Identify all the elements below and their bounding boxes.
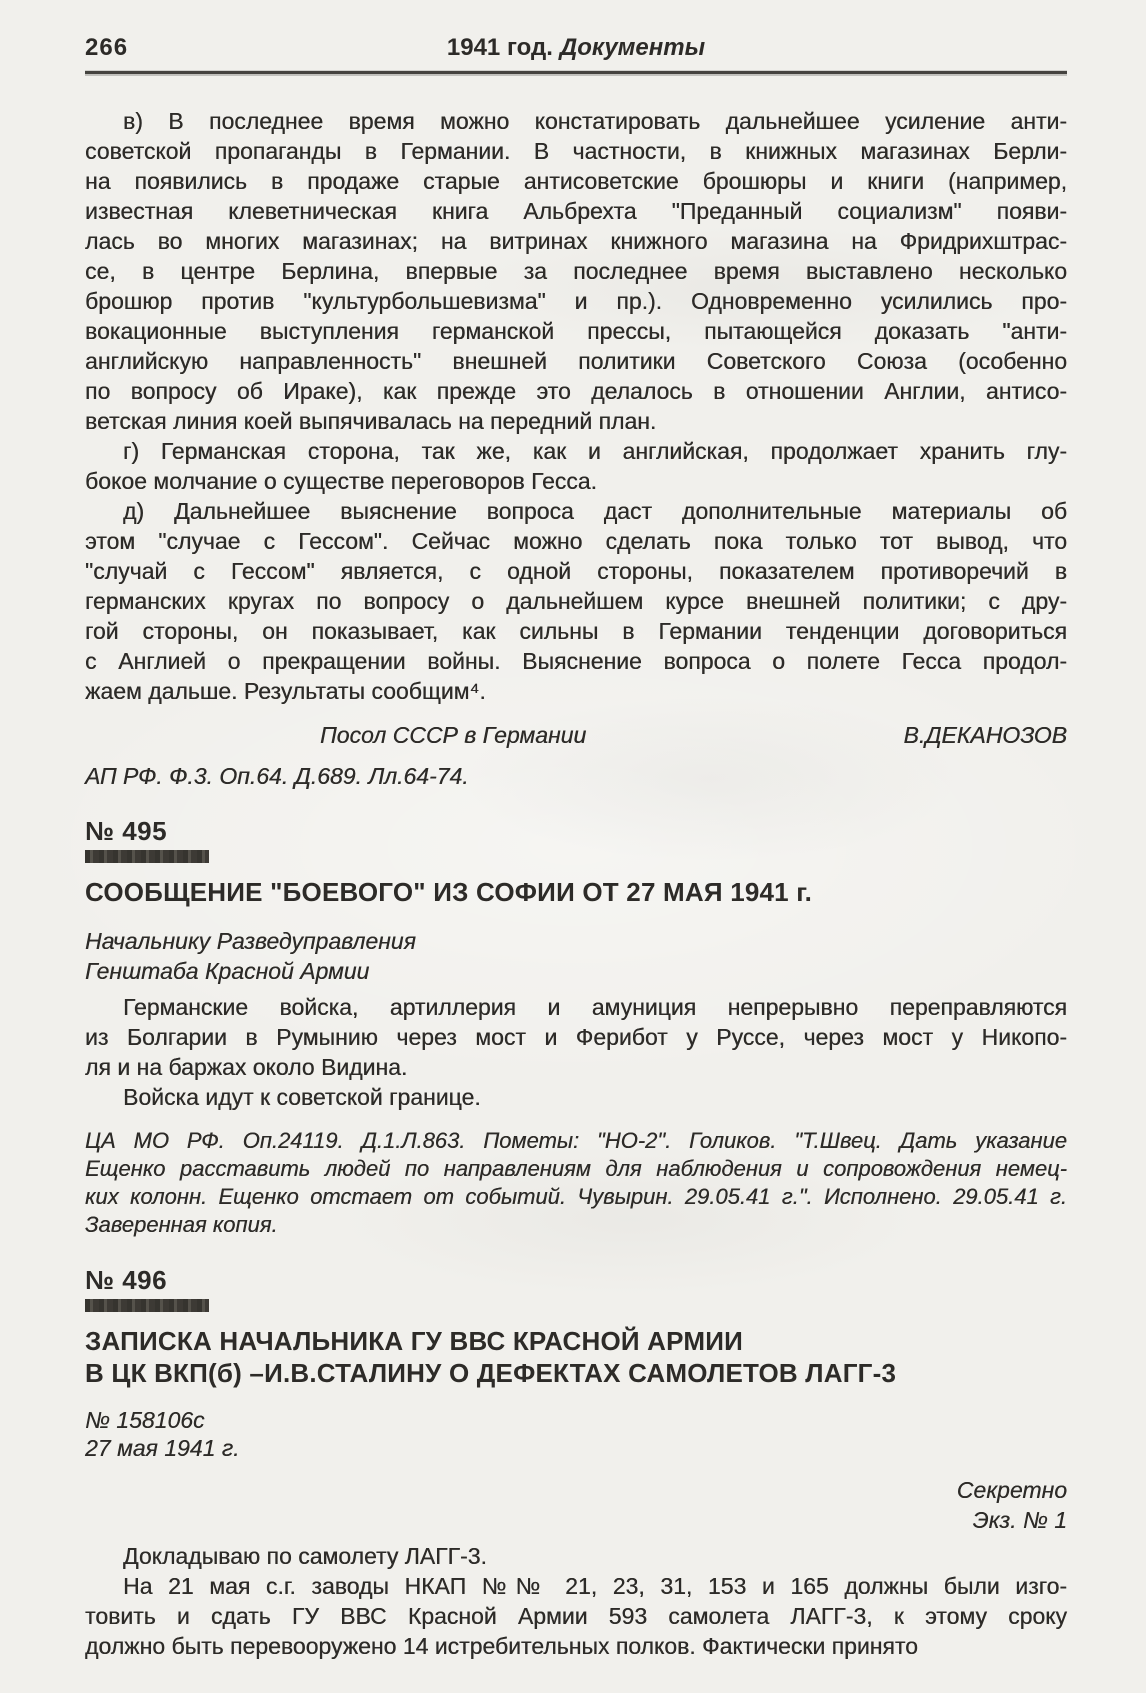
running-title-year: 1941 год.	[446, 34, 553, 61]
text-line: Ещенко расставить людей по направлениям для наблюдения и сопровождения немец-	[85, 1156, 1067, 1181]
document-494-continuation	[85, 106, 1067, 790]
text-line: Германские войска, артиллерия и амуниция непрерывно переправляются	[123, 994, 1067, 1020]
text-line: гой стороны, он показывает, как сильны в Германии тенденции договориться	[85, 618, 1067, 644]
header-rule	[85, 71, 1067, 74]
document-496	[85, 1265, 1067, 1661]
page-header	[85, 34, 1067, 64]
text-line: ЗАПИСКА НАЧАЛЬНИКА ГУ ВВС КРАСНОЙ АРМИИ	[85, 1326, 743, 1356]
text-line: брошюр против "культурбольшевизма" и пр.). Одновременно усилились про-	[85, 288, 1067, 314]
paragraph	[85, 1571, 1067, 1661]
text-line: советской пропаганды в Германии. В частности, в книжных магазинах Берли-	[85, 138, 1067, 164]
paragraph	[85, 106, 1067, 436]
document-number-bar	[85, 1299, 209, 1312]
paragraph	[85, 436, 1067, 496]
text-line: лась во многих магазинах; на витринах книжного магазина на Фридрихштрас-	[85, 228, 1067, 254]
paragraph	[85, 1082, 1067, 1112]
text-line: В ЦК ВКП(б) –И.В.СТАЛИНУ О ДЕФЕКТАХ САМОЛЕТОВ ЛАГГ-3	[85, 1358, 897, 1388]
text-line: по вопросу об Ираке), как прежде это делалось в отношении Англии, антисо-	[85, 378, 1067, 404]
classification-block	[85, 1475, 1067, 1535]
running-title	[85, 34, 1067, 62]
text-line: жаем дальше. Результаты сообщим⁴.	[85, 678, 486, 704]
text-line: д) Дальнейшее выяснение вопроса даст дополнительные материалы об	[123, 498, 1067, 524]
text-line: ких колонн. Ещенко отстает от событий. Чувырин. 29.05.41 г.". Исполнено. 29.05.41 г.	[85, 1184, 1067, 1209]
text-line: Начальнику Разведуправления	[85, 928, 416, 954]
text-line: бокое молчание о существе переговоров Гесса.	[85, 468, 597, 494]
addressee-block	[85, 926, 1067, 986]
text-line: германских кругах по вопросу о дальнейшем курсе внешней политики; с дру-	[85, 588, 1067, 614]
document-title: СООБЩЕНИЕ "БОЕВОГО" ИЗ СОФИИ ОТ 27 МАЯ 1941 г.	[85, 877, 813, 907]
text-line: Заверенная копия.	[85, 1212, 278, 1237]
document-number-label: № 495	[85, 816, 168, 846]
document-body	[85, 992, 1067, 1112]
document-ref-block	[85, 1406, 1067, 1462]
text-line: английскую направленность" внешней политики Советского Союза (особенно	[85, 348, 1067, 374]
text-line: Секретно	[956, 1477, 1067, 1503]
text-line: вокационные выступления германской прессы, пытающейся доказать "анти-	[85, 318, 1067, 344]
text-line: се, в центре Берлина, впервые за последнее время выставлено несколько	[85, 258, 1067, 284]
text-line: из Болгарии в Румынию через мост и Ферибот у Руссе, через мост у Никопо-	[85, 1024, 1067, 1050]
document-number-label: № 496	[85, 1265, 168, 1295]
text-line: ля и на баржах около Видина.	[85, 1054, 408, 1080]
text-line: с Англией о прекращении войны. Выяснение вопроса о полете Гесса продол-	[85, 648, 1067, 674]
text-line: в) В последнее время можно констатировать дальнейшее усиление анти-	[123, 108, 1067, 134]
paragraph	[85, 1541, 1067, 1571]
text-line: Докладываю по самолету ЛАГГ-3.	[123, 1543, 487, 1569]
text-line: ветская линия коей выпячивалась на передний план.	[85, 408, 657, 434]
document-number-bar	[85, 850, 209, 863]
paragraph	[85, 992, 1067, 1082]
text-line: должно быть перевооружено 14 истребительных полков. Фактически принято	[85, 1633, 918, 1659]
text-line: Генштаба Красной Армии	[85, 958, 370, 984]
text-line: г) Германская сторона, так же, как и английская, продолжает хранить глу-	[123, 438, 1067, 464]
document-title	[85, 1325, 1067, 1389]
document-495	[85, 816, 1067, 1239]
text-line: известная клеветническая книга Альбрехта "Преданный социализм" появи-	[85, 198, 1067, 224]
signature-name: В.ДЕКАНОЗОВ	[903, 722, 1067, 748]
page-number: 266	[85, 34, 129, 61]
text-line: ЦА МО РФ. Оп.24119. Д.1.Л.863. Пометы: "НО-2". Голиков. "Т.Швец. Дать указание	[85, 1128, 1067, 1153]
signature-role: Посол СССР в Германии	[320, 722, 587, 748]
document-ref-number: № 158106с	[85, 1407, 205, 1433]
document-body	[85, 106, 1067, 706]
text-line: Войска идут к советской границе.	[123, 1084, 481, 1110]
text-line: "случай с Гессом" является, с одной стороны, показателем противоречий в	[85, 558, 1067, 584]
signature-row	[85, 722, 1067, 749]
paragraph	[85, 496, 1067, 706]
archive-reference: АП РФ. Ф.3. Оп.64. Д.689. Лл.64-74.	[85, 763, 469, 789]
text-line: этом "случае с Гессом". Сейчас можно сделать пока только тот вывод, что	[85, 528, 1067, 554]
document-body	[85, 1541, 1067, 1661]
document-date: 27 мая 1941 г.	[85, 1435, 240, 1461]
text-line: на появились в продаже старые антисоветские брошюры и книги (например,	[85, 168, 1067, 194]
archive-note	[85, 1127, 1067, 1239]
running-title-section: Документы	[559, 34, 706, 61]
text-line: На 21 мая с.г. заводы НКАП №№ 21, 23, 31, 153 и 165 должны были изго-	[123, 1573, 1067, 1599]
text-line: товить и сдать ГУ ВВС Красной Армии 593 самолета ЛАГГ-3, к этому сроку	[85, 1603, 1067, 1629]
text-line: Экз. № 1	[972, 1507, 1067, 1533]
